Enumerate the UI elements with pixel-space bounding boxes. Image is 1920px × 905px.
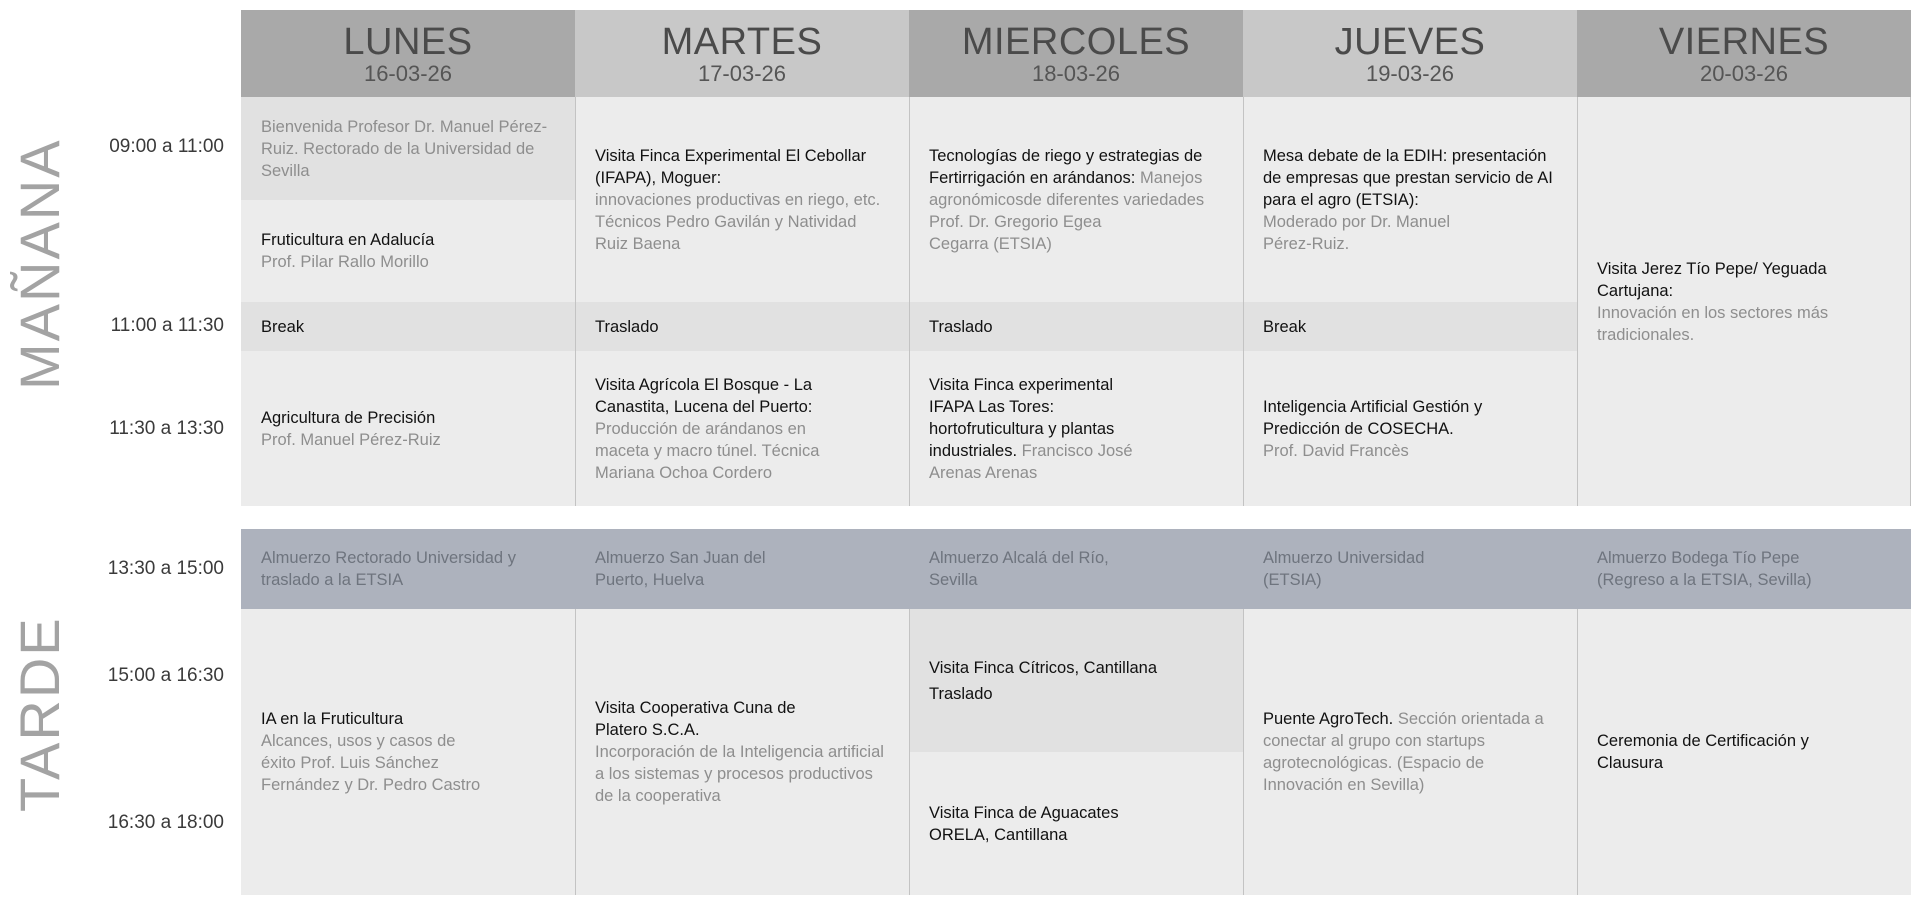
column-divider [1910, 97, 1911, 506]
monday-lunch-cell [241, 529, 575, 609]
friday-afternoon-title: Ceremonia de Certificación y Clausura [1597, 732, 1809, 772]
column-divider [1243, 97, 1244, 506]
wednesday-citrus-transfer: Traslado [929, 684, 993, 703]
monday-fruit-title: Fruticultura en Adalucía [261, 231, 435, 249]
friday-morning-desc: Innovación en los sectores más tradicionales. [1597, 303, 1829, 344]
day-name: VIERNES [1658, 20, 1830, 63]
thursday-lunch-cell [1243, 529, 1577, 609]
thursday-afternoon-desc: Sección orientada a conectar al grupo con startups agrotecnológicas. (Espacio de Innovación en Sevilla) [1263, 710, 1544, 794]
wednesday-lunch-text: Almuerzo Alcalá del Río, Sevilla [929, 549, 1109, 589]
tuesday-morning-title: Visita Finca Experimental El Cebollar (IFAPA), Moguer: [595, 146, 867, 187]
monday-afternoon-cell [241, 609, 575, 895]
wednesday-late-title: Visita Finca experimental IFAPA Las Tores: hortofruticultura y plantas industriales. [929, 375, 1115, 460]
day-name: MIERCOLES [961, 20, 1191, 63]
tuesday-late-title: Visita Agrícola El Bosque - La Canastita, Lucena del Puerto: [595, 375, 813, 416]
day-date: 16-03-26 [363, 60, 453, 86]
wednesday-lunch-cell [909, 529, 1243, 609]
wednesday-morning-title: Tecnologías de riego y estrategias de Fertirrigación en arándanos: [929, 146, 1203, 187]
day-name: MARTES [661, 20, 823, 63]
wednesday-transfer-label: Traslado [929, 317, 993, 336]
wednesday-morning-text [929, 145, 1224, 211]
thursday-late-speaker: Prof. David Francès [1263, 441, 1409, 460]
thursday-afternoon-title: Puente AgroTech. [1263, 710, 1394, 728]
day-date: 19-03-26 [1365, 60, 1455, 86]
day-name: LUNES [343, 20, 473, 63]
thursday-afternoon-text [1263, 708, 1563, 796]
friday-lunch-cell [1577, 529, 1911, 609]
monday-welcome-cell [241, 97, 575, 200]
day-date: 17-03-26 [697, 60, 787, 86]
wednesday-morning-desc: Manejos agronómicosde diferentes variedades [929, 168, 1205, 209]
tuesday-afternoon-cell [575, 609, 909, 895]
monday-break-label: Break [261, 317, 305, 336]
tuesday-late-cell [575, 351, 909, 506]
thursday-late-cell [1243, 351, 1577, 506]
column-divider [909, 609, 910, 895]
thursday-break-cell [1243, 302, 1577, 351]
time-label-0900: 09:00 a 11:00 [109, 136, 224, 157]
tuesday-morning-desc: innovaciones productivas en riego, etc. Técnicos Pedro Gavilán y Natividad Ruiz Baena [595, 190, 881, 253]
monday-precision-title: Agricultura de Precisión [261, 408, 436, 427]
monday-break-cell [241, 302, 575, 351]
day-date: 20-03-26 [1699, 60, 1789, 86]
tuesday-afternoon-title: Visita Cooperativa Cuna de Platero S.C.A. [595, 699, 796, 739]
tuesday-transfer-label: Traslado [595, 317, 659, 336]
time-label-1100: 11:00 a 11:30 [110, 315, 224, 336]
day-header-friday [1577, 10, 1911, 97]
thursday-morning-cell [1243, 97, 1577, 302]
wednesday-morning-cell [909, 97, 1243, 302]
tuesday-afternoon-desc: Incorporación de la Inteligencia artificial a los sistemas y procesos productivos de la cooperativa [595, 743, 884, 805]
wednesday-late-speaker: Francisco José Arenas Arenas [929, 441, 1133, 482]
time-label-1330: 13:30 a 15:00 [107, 558, 224, 579]
tuesday-morning-cell [575, 97, 909, 302]
monday-afternoon-title: IA en la Fruticultura [261, 710, 404, 728]
day-header-wednesday [909, 10, 1243, 97]
time-label-1130: 11:30 a 13:30 [109, 418, 224, 439]
column-divider [1243, 609, 1244, 895]
thursday-break-label: Break [1263, 317, 1307, 336]
monday-precision-cell [241, 351, 575, 506]
monday-welcome-text: Bienvenida Profesor Dr. Manuel Pérez-Ruiz. Rectorado de la Universidad de Sevilla [261, 117, 548, 180]
column-divider [909, 97, 910, 506]
friday-morning-cell [1577, 97, 1911, 506]
day-header-monday [241, 10, 575, 97]
section-label-afternoon: TARDE [8, 616, 71, 812]
column-divider [575, 97, 576, 506]
friday-afternoon-cell [1577, 609, 1911, 895]
tuesday-transfer-cell [575, 302, 909, 351]
day-header-thursday [1243, 10, 1577, 97]
time-label-1630: 16:30 a 18:00 [107, 812, 224, 833]
thursday-lunch-text: Almuerzo Universidad (ETSIA) [1263, 549, 1425, 589]
monday-afternoon-desc: Alcances, usos y casos de éxito Prof. Luis Sánchez Fernández y Dr. Pedro Castro [261, 732, 481, 794]
column-divider [1577, 609, 1578, 895]
day-date: 18-03-26 [1031, 60, 1121, 86]
monday-fruit-cell [241, 200, 575, 302]
section-label-morning: MAÑANA [8, 138, 71, 390]
column-divider [575, 609, 576, 895]
wednesday-citrus-title: Visita Finca Cítricos, Cantillana [929, 658, 1158, 677]
friday-morning-title: Visita Jerez Tío Pepe/ Yeguada Cartujana: [1597, 259, 1827, 300]
wednesday-transfer-cell [909, 302, 1243, 351]
tuesday-lunch-text: Almuerzo San Juan del Puerto, Huelva [595, 549, 766, 589]
thursday-morning-moderator: Moderado por Dr. Manuel Pérez-Ruiz. [1263, 212, 1451, 253]
wednesday-late-cell [909, 351, 1243, 506]
wednesday-avocado-title: Visita Finca de Aguacates ORELA, Cantillana [929, 803, 1119, 844]
monday-precision-speaker: Prof. Manuel Pérez-Ruiz [261, 430, 441, 449]
wednesday-late-text [929, 374, 1154, 484]
day-header-tuesday [575, 10, 909, 97]
wednesday-morning-speaker: Prof. Dr. Gregorio Egea Cegarra (ETSIA) [929, 212, 1102, 253]
wednesday-avocado-cell [909, 752, 1243, 895]
day-name: JUEVES [1334, 20, 1486, 63]
monday-lunch-text: Almuerzo Rectorado Universidad y traslado a la ETSIA [261, 549, 516, 589]
monday-fruit-speaker: Prof. Pilar Rallo Morillo [261, 253, 429, 271]
column-divider [1577, 97, 1578, 506]
time-label-1500: 15:00 a 16:30 [107, 665, 224, 686]
wednesday-citrus-cell [909, 609, 1243, 752]
thursday-late-title: Inteligencia Artificial Gestión y Predicción de COSECHA. [1263, 397, 1483, 438]
thursday-afternoon-cell [1243, 609, 1577, 895]
thursday-morning-title: Mesa debate de la EDIH: presentación de empresas que prestan servicio de AI para el agro (ETSIA): [1263, 146, 1553, 209]
tuesday-late-desc: Producción de arándanos en maceta y macro túnel. Técnica Mariana Ochoa Cordero [595, 419, 820, 482]
tuesday-lunch-cell [575, 529, 909, 609]
friday-lunch-text: Almuerzo Bodega Tío Pepe (Regreso a la ETSIA, Sevilla) [1597, 549, 1812, 589]
